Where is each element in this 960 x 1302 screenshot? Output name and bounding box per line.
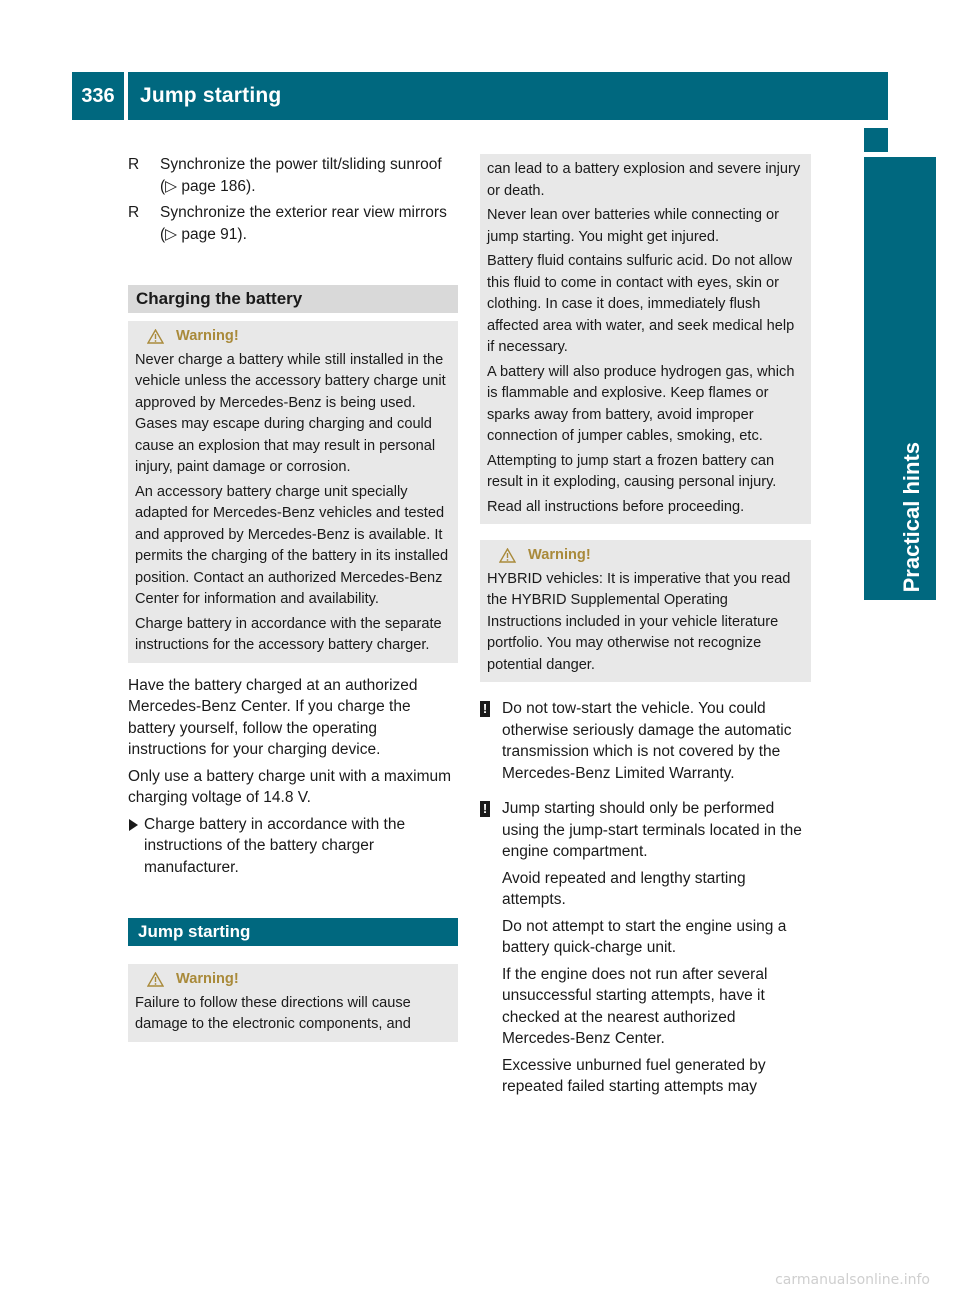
warning-text: can lead to a battery explosion and severe injury or death. [487, 161, 801, 199]
action-marker-icon [128, 814, 139, 839]
notice-tow-start [480, 698, 811, 784]
notice-text: If the engine does not run after several unsuccessful starting attempts, have it checked at the nearest authorized Mercedes-Benz Center. [502, 965, 768, 1047]
page-title: Jump starting [128, 72, 888, 120]
section-heading-charging: Charging the battery [128, 285, 458, 313]
notice-text: Do not attempt to start the engine using a battery quick-charge unit. [502, 917, 787, 956]
bullet-marker: R [128, 204, 140, 221]
left-column [128, 154, 458, 1042]
warning-box-hybrid [480, 540, 811, 682]
notice-text: Avoid repeated and lengthy starting attempts. [502, 869, 746, 908]
notice-text: Do not tow-start the vehicle. You could otherwise seriously damage the automatic transmission which is not covered by the Mercedes-Benz Limited Warranty. [502, 700, 792, 782]
page-number: 336 [72, 72, 124, 120]
notice-icon: ! [480, 701, 490, 717]
warning-text: Attempting to jump start a frozen battery can result in it exploding, causing personal injury. [487, 452, 777, 490]
chapter-tab [888, 157, 936, 600]
bullet-marker: R [128, 156, 140, 173]
warning-triangle-icon [147, 329, 164, 344]
warning-text: HYBRID vehicles: It is imperative that you read the HYBRID Supplemental Operating Instructions included in your vehicle literature portfolio. You may otherwise not recognize potential danger. [487, 570, 791, 673]
action-text: Charge battery in accordance with the instructions of the battery charger manufacturer. [144, 815, 406, 876]
notice-icon: ! [480, 801, 490, 817]
notice-text: Excessive unburned fuel generated by repeated failed starting attempts may [502, 1056, 766, 1095]
warning-text: Charge battery in accordance with the separate instructions for the accessory battery charger. [135, 615, 442, 653]
warning-title: Warning! [135, 326, 452, 348]
warning-text: Failure to follow these directions will cause damage to the electronic components, and [135, 994, 411, 1032]
warning-box-charging [128, 321, 458, 663]
list-item [128, 154, 458, 197]
warning-text: Never lean over batteries while connecting or jump starting. You might get injured. [487, 207, 780, 245]
warning-text: A battery will also produce hydrogen gas, which is flammable and explosive. Keep flames or sparks away from battery, avoid improper connection of jumper cables, smoking, etc. [487, 363, 795, 444]
warning-text: Battery fluid contains sulfuric acid. Do not allow this fluid to come in contact with eyes, skin or clothing. In case it does, immediately flush affected area with water, and seek medical help if necessary. [487, 253, 795, 355]
action-item [128, 814, 458, 879]
warning-title: Warning! [135, 969, 452, 991]
section-heading-jump-starting: Jump starting [128, 918, 458, 946]
warning-text: Never charge a battery while still installed in the vehicle unless the accessory battery charge unit approved by Mercedes-Benz is being used. Gases may escape during charging and could cause an explosion that may result in personal injury, paint damage or corrosion. [135, 351, 446, 475]
body-paragraph: Only use a battery charge unit with a maximum charging voltage of 14.8 V. [128, 767, 452, 806]
warning-title: Warning! [487, 545, 805, 567]
list-item [128, 202, 458, 245]
chapter-tab-label: Practical hints [899, 441, 924, 592]
warning-triangle-icon [499, 548, 516, 563]
side-marker [864, 128, 888, 152]
notice-jump-start [480, 798, 811, 1098]
warning-triangle-icon [147, 972, 164, 987]
body-paragraph: Have the battery charged at an authorized Mercedes-Benz Center. If you charge the battery yourself, follow the operating instructions for your charging device. [128, 676, 418, 758]
watermark-text: carmanualsonline.info [775, 1272, 930, 1288]
warning-box-jump [128, 964, 458, 1042]
list-item-text: Synchronize the power tilt/sliding sunroof (▷ page 186). [160, 156, 442, 195]
warning-text: An accessory battery charge unit specially adapted for Mercedes-Benz vehicles and tested and approved by Mercedes-Benz is available. It permits the charging of the battery in its installed position. Contact an authorized Mercedes-Benz Center for information and availability. [135, 483, 449, 607]
warning-box-continued [480, 154, 811, 524]
list-item-text: Synchronize the exterior rear view mirrors (▷ page 91). [160, 204, 447, 243]
warning-text: Read all instructions before proceeding. [487, 498, 745, 515]
notice-text: Jump starting should only be performed using the jump-start terminals located in the engine compartment. [502, 800, 802, 860]
side-bar [864, 157, 888, 600]
right-column [480, 154, 811, 1106]
